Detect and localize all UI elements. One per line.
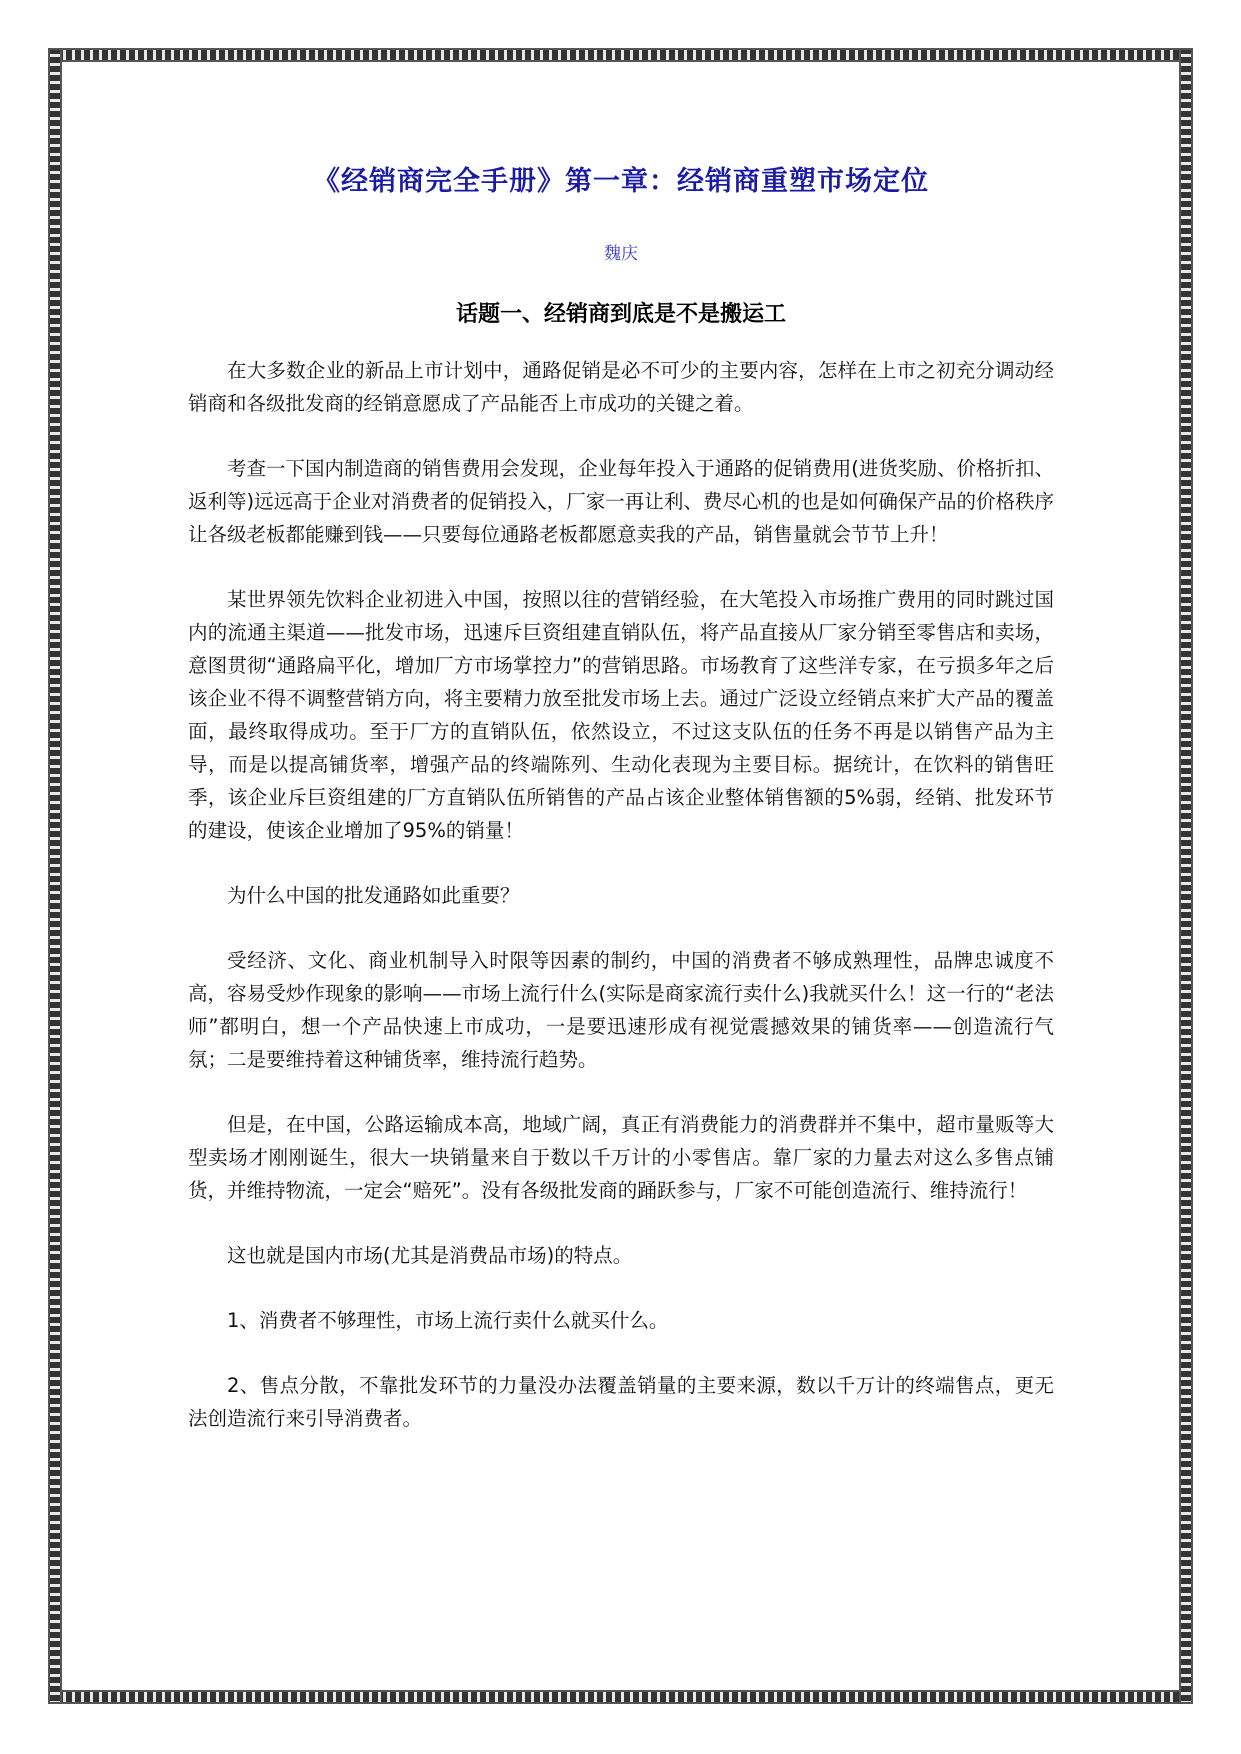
topic-heading: 话题一、经销商到底是不是搬运工	[455, 302, 786, 328]
paragraph: 但是，在中国，公路运输成本高，地域广阔，真正有消费能力的消费群并不集中，超市量贩等大型卖场才刚刚诞生，很大一块销量来自于数以千万计的小零售店。靠厂家的力量去对这么多售点铺货，并维持物流，一定会“赔死”。没有各级批发商的踊跃参与，厂家不可能创造流行、维持流行！	[188, 1112, 1054, 1202]
paragraph-list	[188, 354, 1054, 1435]
paragraph: 某世界领先饮料企业初进入中国，按照以往的营销经验，在大笔投入市场推广费用的同时跳过国内的流通主渠道——批发市场，迅速斥巨资组建直销队伍，将产品直接从厂家分销至零售店和卖场，意图贯彻“通路扁平化，增加厂方市场掌控力”的营销思路。市场教育了这些洋专家，在亏损多年之后该企业不得不调整营销方向，将主要精力放至批发市场上去。通过广泛设立经销点来扩大产品的覆盖面，最终取得成功。至于厂方的直销队伍，依然设立，不过这支队伍的任务不再是以销售产品为主导，而是以提高铺货率，增强产品的终端陈列、生动化表现为主要目标。据统计，在饮料的销售旺季，该企业斥巨资组建的厂方直销队伍所销售的产品占该企业整体销售额的5%弱，经销、批发环节的建设，使该企业增加了95%的销量！	[188, 587, 1054, 842]
page-border-bottom	[48, 1690, 1193, 1704]
page-border-top	[48, 48, 1193, 62]
paragraph: 在大多数企业的新品上市计划中，通路促销是必不可少的主要内容，怎样在上市之初充分调动经销商和各级批发商的经销意愿成了产品能否上市成功的关键之着。	[188, 358, 1054, 415]
list-item: 1、消费者不够理性，市场上流行卖什么就买什么。	[227, 1308, 669, 1332]
document-title: 《经销商完全手册》第一章：经销商重塑市场定位	[313, 166, 929, 197]
page-border-right	[1179, 48, 1193, 1704]
paragraph: 为什么中国的批发通路如此重要？	[227, 883, 520, 907]
page-border-left	[48, 48, 62, 1704]
document-body	[188, 150, 1054, 1467]
paragraph: 考查一下国内制造商的销售费用会发现，企业每年投入于通路的促销费用(进货奖励、价格折扣、返利等)远远高于企业对消费者的促销投入，厂家一再让利、费尽心机的也是如何确保产品的价格秩序让各级老板都能赚到钱——只要每位通路老板都愿意卖我的产品，销售量就会节节上升！	[188, 456, 1054, 546]
paragraph: 受经济、文化、商业机制导入时限等因素的制约，中国的消费者不够成熟理性，品牌忠诚度不高，容易受炒作现象的影响——市场上流行什么(实际是商家流行卖什么)我就买什么！这一行的“老法师”都明白，想一个产品快速上市成功，一是要迅速形成有视觉震撼效果的铺货率——创造流行气氛；二是要维持着这种铺货率，维持流行趋势。	[188, 948, 1054, 1071]
list-item: 2、售点分散，不靠批发环节的力量没办法覆盖销量的主要来源，数以千万计的终端售点，更无法创造流行来引导消费者。	[188, 1373, 1054, 1430]
document-author: 魏庆	[604, 244, 638, 265]
paragraph: 这也就是国内市场(尤其是消费品市场)的特点。	[227, 1243, 633, 1267]
